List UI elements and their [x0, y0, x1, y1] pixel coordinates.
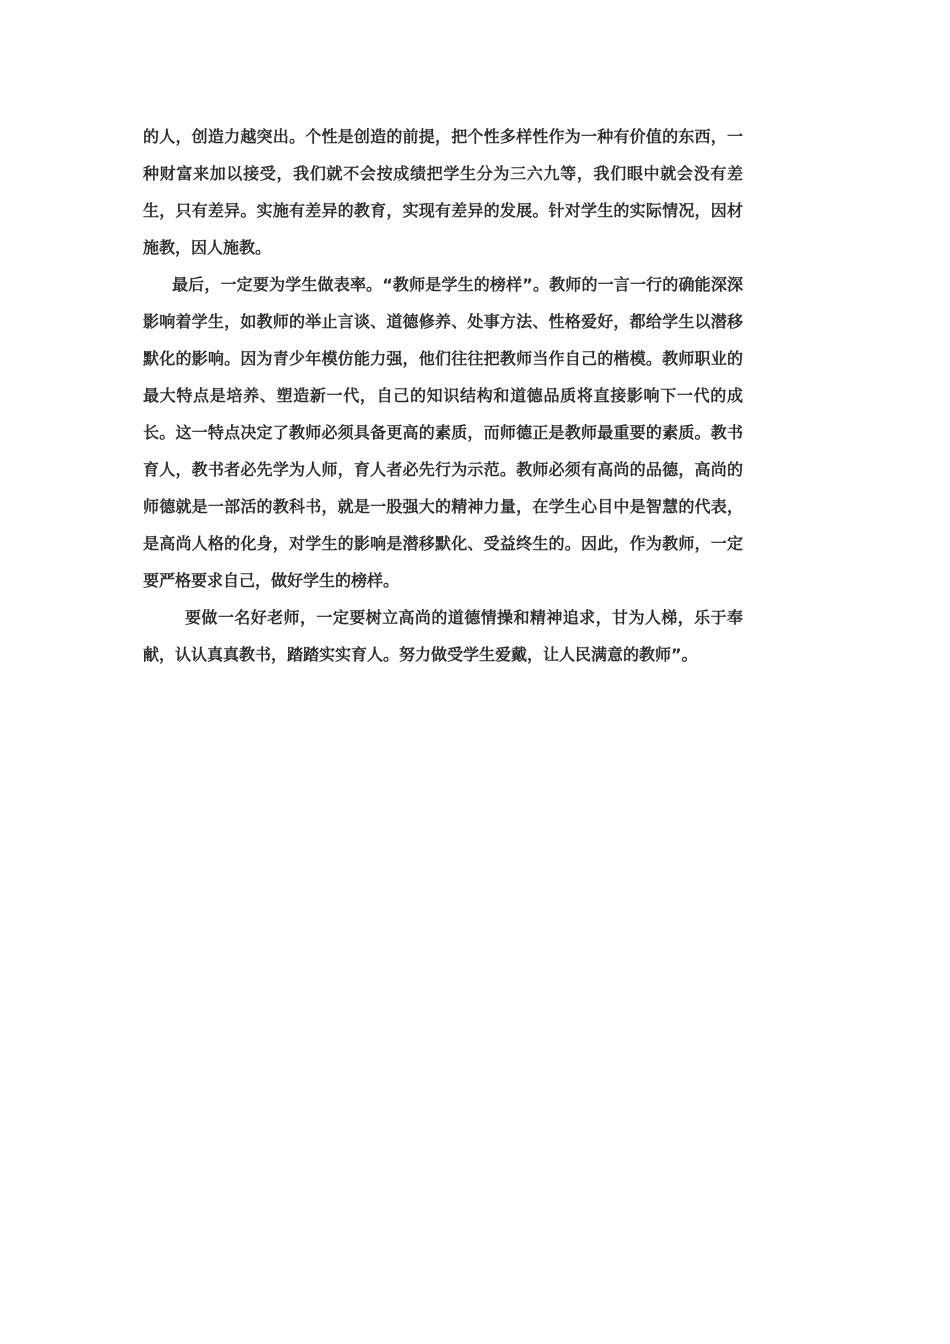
body-text-upper [143, 118, 743, 599]
body-text-lower [143, 599, 743, 673]
paragraph-conclusion: 要做一名好老师，一定要树立高尚的道德情操和精神追求，甘为人梯，乐于奉献，认认真真教书，踏踏实实育人。努力做受学生爱戴，让人民满意的教师”。 [143, 608, 743, 664]
paragraph-individuality: 的人，创造力越突出。个性是创造的前提，把个性多样性作为一种有价值的东西，一种财富来加以接受，我们就不会按成绩把学生分为三六九等，我们眼中就会没有差生，只有差异。实施有差异的教育，实现有差异的发展。针对学生的实际情况，因材施教，因人施教。 [143, 127, 743, 257]
paragraph-role-model: 最后，一定要为学生做表率。“教师是学生的榜样”。教师的一言一行的确能深深影响着学生，如教师的举止言谈、道德修养、处事方法、性格爱好，都给学生以潜移默化的影响。因为青少年模仿能力强，他们往往把教师当作自己的楷模。教师职业的最大特点是培养、塑造新一代，自己的知识结构和道德品质将直接影响下一代的成长。这一特点决定了教师必须具备更高的素质，而师德正是教师最重要的素质。教书育人，教书者必先学为人师，育人者必先行为示范。教师必须有高尚的品德，高尚的师德就是一部活的教科书，就是一股强大的精神力量，在学生心目中是智慧的代表，是高尚人格的化身，对学生的影响是潜移默化、受益终生的。因此，作为教师，一定要严格要求自己，做好学生的榜样。 [143, 275, 743, 590]
